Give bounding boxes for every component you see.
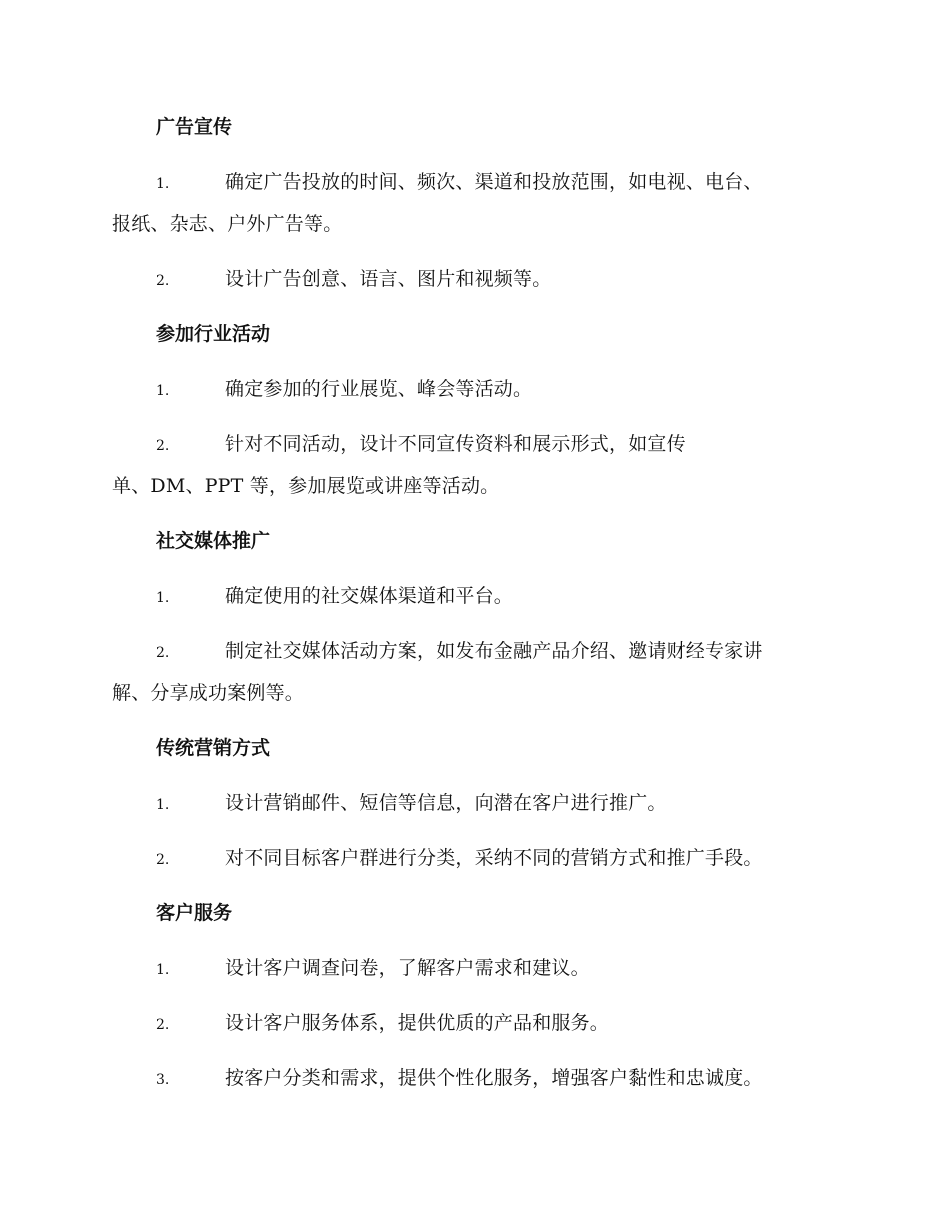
list-item-text: 设计营销邮件、短信等信息，向潜在客户进行推广。 xyxy=(225,792,667,814)
list-item-number: 1. xyxy=(156,962,170,978)
list-item-text: 按客户分类和需求，提供个性化服务，增强客户黏性和忠诚度。 xyxy=(225,1067,763,1089)
section-heading: 社交媒体推广 xyxy=(156,530,271,552)
list-item-text: 确定参加的行业展览、峰会等活动。 xyxy=(225,378,533,400)
list-item-number: 2. xyxy=(156,273,170,289)
list-item-text-continued: 报纸、杂志、户外广告等。 xyxy=(112,213,343,235)
section-heading: 参加行业活动 xyxy=(156,323,271,345)
list-item-text: 确定广告投放的时间、频次、渠道和投放范围，如电视、电台、 xyxy=(225,171,763,193)
list-item-number: 1. xyxy=(156,590,170,606)
list-item-number: 1. xyxy=(156,176,170,192)
list-item-number: 2. xyxy=(156,852,170,868)
list-item-text: 针对不同活动，设计不同宣传资料和展示形式，如宣传 xyxy=(225,433,686,455)
list-item-number: 3. xyxy=(156,1072,170,1088)
list-item-text: 确定使用的社交媒体渠道和平台。 xyxy=(225,585,514,607)
section-heading: 广告宣传 xyxy=(156,116,233,138)
section-heading: 客户服务 xyxy=(156,902,233,924)
list-item-number: 1. xyxy=(156,383,170,399)
list-item-text: 制定社交媒体活动方案，如发布金融产品介绍、邀请财经专家讲 xyxy=(225,640,763,662)
list-item-text-continued: 解、分享成功案例等。 xyxy=(112,682,305,704)
list-item-text-continued: 单、DM、PPT 等，参加展览或讲座等活动。 xyxy=(112,475,500,497)
list-item-number: 2. xyxy=(156,438,170,454)
list-item-number: 2. xyxy=(156,1017,170,1033)
list-item-number: 2. xyxy=(156,645,170,661)
list-item-text: 对不同目标客户群进行分类，采纳不同的营销方式和推广手段。 xyxy=(225,847,763,869)
list-item-text: 设计广告创意、语言、图片和视频等。 xyxy=(225,268,552,290)
section-heading: 传统营销方式 xyxy=(156,737,271,759)
list-item-number: 1. xyxy=(156,797,170,813)
list-item-text: 设计客户调查问卷，了解客户需求和建议。 xyxy=(225,957,590,979)
list-item-text: 设计客户服务体系，提供优质的产品和服务。 xyxy=(225,1012,610,1034)
